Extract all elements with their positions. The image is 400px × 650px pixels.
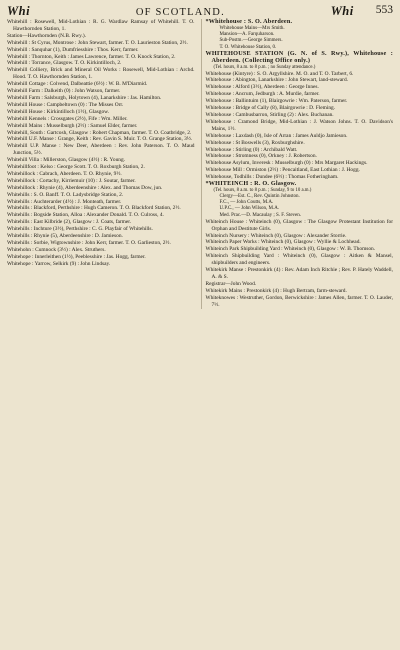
whitehouse-station-hours: (Tel. hours, 8 a.m. to 8 p.m. ; no Sunday attendance.) <box>213 64 316 70</box>
header-title: OF SCOTLAND. <box>135 7 225 18</box>
directory-entry: Whitehills : Auchterarder (4½) : J. Monteath, farmer. <box>7 198 122 205</box>
directory-entry: Whitehill : Torrance, Glasgow. T. O. Kirkintilloch, 2. <box>7 60 122 67</box>
post-office-detail: Med. Prac.—D. Macaulay ; S. F. Steven. <box>219 212 302 218</box>
directory-entry: Whitehill : Sanquhar (1), Dumfriesshire : Thos. Kerr, farmer. <box>7 46 139 53</box>
directory-entry: Whitehouse : Laxdash (0), Isle of Arran : James Auldjo Jamieson. <box>205 132 348 139</box>
directory-entry: Whitehouse : Cramond Bridge, Mid-Lothian : J. Watson Johns. T. O. Davidson's Mains, 1½. <box>205 118 393 132</box>
directory-entry: Whitehill Kennels : Crossgates (2½), Fife : Wm. Miller. <box>7 115 128 122</box>
directory-entry: Whitehillock : Cabrach, Aberdeen. T. O. Rhynie, 9½. <box>7 170 122 177</box>
directory-entry: Whitehouse : Bridge of Cally (8), Blairgowrie : D. Fleming. <box>205 105 336 112</box>
whiteinch-heading: *WHITEINCH : R. O. Glasgow. <box>205 180 297 188</box>
directory-entry: Whitehills : Inchture (3½), Perthshire : C. G. Playfair of Whitehills. <box>7 226 153 233</box>
directory-entry: Registrar—John Wood. <box>205 280 257 287</box>
directory-entry: Whitehill, South : Gartcosh, Glasgow : Robert Chapman, farmer. T. O. Coatbridge, 2. <box>7 129 192 136</box>
directory-entry: Whitehouse : Stirling (0) : Archibald Watt. <box>205 146 298 153</box>
directory-entry: Whitehill U.F. Manse : Grange, Keith : Rev. Gavin S. Muir. T. O. Grange Station, 3½. <box>7 136 193 143</box>
left-column <box>7 19 195 309</box>
directory-entry: Whitehouse Mill : Ormiston (2½) : Pencaitland, East Lothian : J. Hogg. <box>205 167 360 174</box>
header-right-word: Whi <box>330 4 354 18</box>
post-office-detail: F.C., — John Coutts, M.A. <box>219 200 274 206</box>
directory-entry: Whiteinch Park Shipbuilding Yard : Whiteinch (0), Glasgow : W. B. Thomson. <box>205 246 376 253</box>
right-column <box>201 19 394 309</box>
columns <box>7 19 393 309</box>
directory-entry: Whitehills : East Kilbride (2), Glasgow : J. Coats, farmer. <box>7 219 132 226</box>
whiteinch-hours: (Tel. hours, 8 a.m. to 8 p.m. ; Sunday, 9 to 10 a.m.) <box>213 187 312 193</box>
post-office-detail: Mansion—A. Farquharson. <box>219 32 275 38</box>
directory-entry: Whiteinch Nursery : Whiteinch (0), Glasgow : Alexander Storrie. <box>205 232 347 239</box>
directory-entry: Whitehill Villa : Millerston, Glasgow (4½) : R. Young. <box>7 157 126 164</box>
directory-entry: Whitehouse : Alford (3½), Aberdeen : George Innes. <box>205 84 319 91</box>
directory-entry: Whitehill Colliery, Brick and Mineral Oil Works : Rosewell, Mid-Lothian : Archd. Hood. T. O. Hawthornden Station, 1. <box>7 67 195 81</box>
directory-entry: Station—Hawthornden (N.B. Rwy.). <box>7 32 87 39</box>
directory-entry: Whitehouse : Ballintuim (1), Blairgowrie : Wm. Paterson, farmer. <box>205 98 348 105</box>
whitehouse-heading: *Whitehouse : S. O. Aberdeen. <box>205 18 293 25</box>
directory-entry: Whitehills : Blackford, Perthshire : Hugh Cameron. T. O. Blackford Station, 2½. <box>7 205 181 212</box>
directory-entry: Whitehillfoot : Kelso : George Scott. T. O. Roxburgh Station, 2. <box>7 164 145 171</box>
directory-entry: Whitehills : Sorbie, Wigtownshire : John Kerr, farmer. T. O. Garlieston, 2½. <box>7 240 171 246</box>
post-office-detail: T. O. Whitehouse Station, 0. <box>219 44 277 50</box>
directory-entry: Whitehill : St Cyrus, Montrose : John Stewart, farmer. T. O. Laurieston Station, 2½. <box>7 39 188 46</box>
page-number: 553 <box>375 4 393 16</box>
directory-entry: Whitehouse : Cambusbarron, Stirling (2) : Alex. Buchanan. <box>205 111 334 118</box>
post-office-detail: Clergy—Est. C., Rev. Quintin Johnston. <box>219 193 300 199</box>
directory-entry: Whiteinch House : Whiteinch (0), Glasgow : The Glasgow Protestant Institution for Orphan and Destitute Girls. <box>205 218 393 232</box>
directory-entry: Whitehill Mains : Musselburgh (2½) : Samuel Elder, farmer. <box>7 122 138 129</box>
directory-entry: Whitehouse : Stromness (0), Orkney : J. Robertson. <box>205 153 317 160</box>
directory-entry: Whitehill : Rosewell, Mid-Lothian : R. G. Wardlaw Ramsay of Whitehill. T. O. Hawthornden Station, 1. <box>7 19 195 32</box>
directory-entry: Whitehill Farm : Salsburgh, Holytown (4), Lanarkshire : Jas. Hamilton. <box>7 94 162 101</box>
directory-entry: Whiteinch Paper Works : Whiteinch (0), Glasgow : Wyllie & Lochhead. <box>205 239 361 246</box>
directory-entry: Whitehills : S. O. Banff. T. O. Ladysbridge Station, 2. <box>7 191 124 198</box>
directory-entry: Whitehillock : Rhynie (4), Aberdeenshire : Alex. and Thomas Dow, jun. <box>7 184 163 191</box>
directory-entry: Whitehills : Rhynie (5), Aberdeenshire : D. Jamieson. <box>7 233 123 240</box>
directory-entry: Whitehill Farm : Dalkeith (0) : John Watson, farmer. <box>7 88 121 95</box>
directory-entry: Whitehill House : Campbeltown (0) : The Misses Orr. <box>7 101 124 108</box>
directory-entry: Whitekirk Manse : Prestonkirk (4) : Rev. Adam Inch Ritchie ; Rev. P. Hately Waddell, A. & S. <box>205 267 393 280</box>
header-left-word: Whi <box>7 4 31 18</box>
directory-entry: Whitehohn : Cumnock (3½) : Alex. Struthers. <box>7 246 106 253</box>
post-office-detail: Sub-Postm.—George Simmers. <box>219 38 283 44</box>
whitehouse-station-heading: WHITEHOUSE STATION (G. N. of S. Rwy.), Whitehouse : Aberdeen. (Collecting Office only.) <box>205 49 393 64</box>
directory-entry: Whitehope : Innerleithen (1½), Peeblesshire : Jas. Hogg, farmer. <box>7 253 146 260</box>
post-office-detail: Whitehouse Mains—Mrs Smith. <box>219 25 285 31</box>
directory-entry: Whitehouse : Ancrum, Jedburgh : A. Murdie, farmer. <box>205 91 320 98</box>
page-header <box>7 4 393 18</box>
directory-entry: Whitehouse : Abington, Lanarkshire : John Stewart, land-steward. <box>205 77 349 84</box>
directory-entry: Whitehouse : St Boswells (3), Roxburghshire. <box>205 139 305 146</box>
directory-entry: Whitekirk Mains : Prestonkirk (4) : Hugh Bertram, farm-steward. <box>205 287 347 294</box>
directory-entry: Whitehill : Thornton, Keith : James Lawrence, farmer. T. O. Knock Station, 2. <box>7 53 176 60</box>
directory-entry: Whitehouse, Todhills : Dundee (6½) : Thomas Fotheringham. <box>205 174 339 181</box>
directory-entry: Whitehillock : Cortachy, Kirriemuir (10) : J. Soutar, farmer. <box>7 177 136 184</box>
directory-entry: Whiteinch Shipbuilding Yard : Whiteinch (0), Glasgow : Aitken & Mansel, shipbuilders and engineers. <box>205 253 393 267</box>
directory-entry: Whitehouse (Kintyre) : S. O. Argyllshire. M. O. and T. O. Tarbert, 6. <box>205 70 354 77</box>
directory-entry: Whiteknowes : Westruther, Gordon, Berwickshire : James Allen, farmer. T. O. Lauder, 7½. <box>205 294 393 308</box>
directory-entry: Whitehouse Asylum, Inveresk : Musselburgh (0) : Mrs Margaret Hackings. <box>205 160 368 167</box>
directory-entry: Whitehill Cottage : Colvend, Dalbeattie (6½) : W. B. M'Diarmid. <box>7 81 148 88</box>
directory-entry: Whitehope : Yarrow, Selkirk (9) : John Lindsay. <box>7 260 111 267</box>
post-office-detail: U.P.C., — John Wilson, M.A. <box>219 206 280 212</box>
directory-entry: Whitehill U.P. Manse : New Deer, Aberdeen : Rev. John Paterson. T. O. Maud Junction, 5½. <box>7 143 195 157</box>
directory-entry: Whitehills : Bogside Station, Alloa : Alexander Donald. T. O. Culross, 4. <box>7 212 164 219</box>
directory-entry: Whitehill House : Kirkintilloch (1½), Glasgow. <box>7 108 110 115</box>
